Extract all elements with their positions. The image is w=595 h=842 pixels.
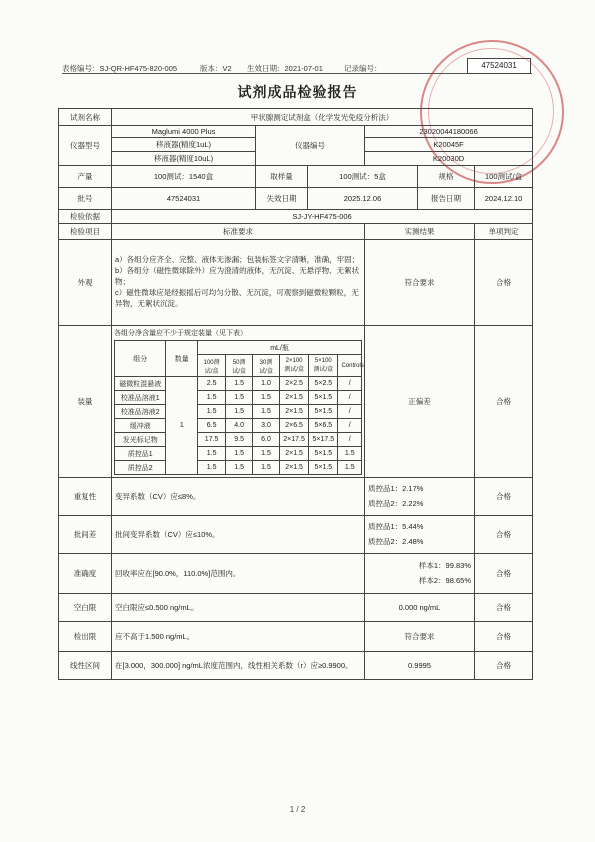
result-interbatch	[365, 516, 475, 554]
fill-head-5x100: 5×100测试/盒	[309, 355, 338, 377]
instrument-label: 仪器型号	[59, 126, 112, 166]
standard-linearity: 在[3.000，300.000] ng/mL浓度范围内，线性相关系数（r）应≥0.9900。	[112, 652, 365, 680]
fill-volume-standard	[112, 326, 365, 478]
standard-interbatch: 批间变异系数（CV）应≤10%。	[112, 516, 365, 554]
fill-caption: 各组分净含量应不少于规定装量（见下表）	[114, 330, 247, 337]
conclusion-interbatch: 合格	[475, 516, 533, 554]
result-fill-volume: 正偏差	[365, 326, 475, 478]
page-number: 1 / 2	[289, 805, 306, 814]
sample-label: 取样量	[256, 166, 308, 188]
fill-col-component: 组分	[115, 341, 166, 377]
fill-cell: 3.0	[253, 419, 280, 433]
component-name: 质控品2	[115, 461, 166, 475]
col-conclusion: 单项判定	[475, 224, 533, 240]
item-appearance: 外观	[59, 240, 112, 326]
component-name: 校准品溶液2	[115, 405, 166, 419]
standard-repeatability: 变异系数（CV）应≤8%。	[112, 478, 365, 516]
fill-cell: 1.5	[198, 447, 226, 461]
col-standard: 标准要求	[112, 224, 365, 240]
fill-cell: 1.5	[253, 405, 280, 419]
fill-cell: 2.5	[198, 377, 226, 391]
fill-cell: 9.5	[226, 433, 253, 447]
result-appearance: 符合要求	[365, 240, 475, 326]
standard-detection-limit: 应不高于1.500 ng/mL。	[112, 622, 365, 652]
standard-accuracy: 回收率应在[90.0%，110.0%]范围内。	[112, 554, 365, 594]
fill-cell: 1.5	[226, 405, 253, 419]
component-name: 发光标记物	[115, 433, 166, 447]
result-repeatability-2: 质控品2：2.22%	[368, 498, 424, 508]
fill-cell: 1.5	[253, 461, 280, 475]
fill-row	[115, 377, 362, 391]
fill-cell: 1.5	[226, 391, 253, 405]
fill-cell: 5×1.5	[309, 391, 338, 405]
fill-cell: 5×1.5	[309, 405, 338, 419]
conclusion-blank-limit: 合格	[475, 594, 533, 622]
fill-row	[115, 419, 362, 433]
batch-label: 批号	[59, 188, 112, 210]
item-repeatability: 重复性	[59, 478, 112, 516]
record-number: 47524031	[467, 58, 531, 74]
instrument-number-label: 仪器编号	[256, 126, 365, 166]
fill-head-2x100: 2×100测试/盒	[279, 355, 308, 377]
expiry-value: 2025.12.06	[308, 188, 418, 210]
fill-volume-table	[114, 340, 362, 475]
component-name: 校准品溶液1	[115, 391, 166, 405]
fill-cell: /	[338, 377, 362, 391]
result-accuracy	[365, 554, 475, 594]
conclusion-repeatability: 合格	[475, 478, 533, 516]
reagent-name: 甲状腺测定试剂盒（化学发光免疫分析法）	[112, 109, 533, 126]
instrument-no-2: K20045F	[365, 138, 533, 152]
batch-value: 47524031	[112, 188, 256, 210]
component-name: 磁微粒混悬液	[115, 377, 166, 391]
fill-cell: 6.5	[198, 419, 226, 433]
fill-count: 1	[166, 377, 198, 475]
result-repeatability-1: 质控品1：2.17%	[368, 484, 424, 494]
fill-cell: 1.5	[226, 377, 253, 391]
component-name: 缓冲液	[115, 419, 166, 433]
conclusion-fill-volume: 合格	[475, 326, 533, 478]
effective-date: 生效日期：2021-07-01	[247, 64, 323, 73]
standard-appearance: a）各组分应齐全、完整、液体无渗漏；包装标签文字清晰，准确，牢固； b）各组分（磁性微球除外）应为澄清的液体，无沉淀、无悬浮物、无絮状物； c）磁性微球应是经振摇后可均匀分散、无沉淀，可观察到磁微粒颗粒，无异物，无絮状沉淀。	[112, 240, 365, 326]
item-detection-limit: 检出限	[59, 622, 112, 652]
fill-row	[115, 433, 362, 447]
fill-cell: /	[338, 391, 362, 405]
expiry-label: 失效日期	[256, 188, 308, 210]
instrument-2: 移液器(精度1uL)	[112, 138, 256, 152]
col-result: 实测结果	[365, 224, 475, 240]
fill-cell: /	[338, 433, 362, 447]
result-repeatability	[365, 478, 475, 516]
basis-label: 检验依据	[59, 210, 112, 224]
instrument-no-1: 23020044180066	[365, 126, 533, 138]
fill-cell: 2×1.5	[279, 447, 308, 461]
fill-row	[115, 405, 362, 419]
fill-cell: 5×6.5	[309, 419, 338, 433]
instrument-3: 移液器(精度10uL)	[112, 152, 256, 166]
fill-cell: 1.0	[253, 377, 280, 391]
fill-cell: 5×1.5	[309, 461, 338, 475]
version: 版本：V2	[200, 64, 232, 73]
fill-head-30: 30测试/盒	[253, 355, 280, 377]
fill-head-100: 100测试/盒	[198, 355, 226, 377]
fill-cell: 1.5	[198, 391, 226, 405]
fill-cell: /	[338, 419, 362, 433]
output-label: 产量	[59, 166, 112, 188]
result-accuracy-1: 样本1：99.83%	[418, 561, 471, 571]
fill-cell: 2×17.5	[279, 433, 308, 447]
fill-cell: 2×1.5	[279, 391, 308, 405]
fill-row	[115, 447, 362, 461]
fill-cell: /	[338, 405, 362, 419]
item-interbatch: 批间差	[59, 516, 112, 554]
fill-cell: 1.5	[198, 405, 226, 419]
report-date-value: 2024.12.10	[475, 188, 533, 210]
page-title: 试剂成品检验报告	[237, 84, 358, 100]
result-detection-limit: 符合要求	[365, 622, 475, 652]
spec-value: 100测试/盒	[475, 166, 533, 188]
fill-head-controls: Controls	[338, 355, 362, 377]
fill-cell: 1.5	[253, 391, 280, 405]
form-number: 表格编号：SJ-QR-HF475-820-005	[62, 64, 178, 73]
item-accuracy: 准确度	[59, 554, 112, 594]
item-blank-limit: 空白限	[59, 594, 112, 622]
result-blank-limit: 0.000 ng/mL	[365, 594, 475, 622]
report-date-label: 报告日期	[418, 188, 475, 210]
col-item: 检验项目	[59, 224, 112, 240]
fill-cell: 1.5	[338, 447, 362, 461]
fill-cell: 2×6.5	[279, 419, 308, 433]
fill-cell: 5×2.5	[309, 377, 338, 391]
instrument-1: Maglumi 4000 Plus	[112, 126, 256, 138]
fill-cell: 1.5	[226, 461, 253, 475]
spec-label: 规格	[418, 166, 475, 188]
fill-cell: 2×1.5	[279, 461, 308, 475]
fill-unit: mL/瓶	[198, 341, 362, 355]
item-linearity: 线性区间	[59, 652, 112, 680]
fill-cell: 4.0	[226, 419, 253, 433]
standard-blank-limit: 空白限应≤0.500 ng/mL。	[112, 594, 365, 622]
fill-cell: 1.5	[338, 461, 362, 475]
conclusion-appearance: 合格	[475, 240, 533, 326]
fill-cell: 5×17.5	[309, 433, 338, 447]
reagent-name-label: 试剂名称	[59, 109, 112, 126]
fill-cell: 1.5	[198, 461, 226, 475]
conclusion-detection-limit: 合格	[475, 622, 533, 652]
fill-row	[115, 461, 362, 475]
fill-cell: 1.5	[226, 447, 253, 461]
fill-cell: 2×2.5	[279, 377, 308, 391]
result-interbatch-2: 质控品2：2.48%	[368, 536, 424, 546]
basis-value: SJ-JY-HF475-006	[112, 210, 533, 224]
fill-row	[115, 391, 362, 405]
fill-cell: 1.5	[253, 447, 280, 461]
component-name: 质控品1	[115, 447, 166, 461]
fill-cell: 2×1.5	[279, 405, 308, 419]
result-accuracy-2: 样本2：98.65%	[418, 575, 471, 585]
conclusion-accuracy: 合格	[475, 554, 533, 594]
fill-col-count: 数量	[166, 341, 198, 377]
result-linearity: 0.9995	[365, 652, 475, 680]
conclusion-linearity: 合格	[475, 652, 533, 680]
fill-cell: 17.5	[198, 433, 226, 447]
result-interbatch-1: 质控品1：5.44%	[368, 522, 424, 532]
instrument-no-3: K20030D	[365, 152, 533, 166]
fill-cell: 5×1.5	[309, 447, 338, 461]
item-fill-volume: 装量	[59, 326, 112, 478]
fill-cell: 6.0	[253, 433, 280, 447]
output-value: 100测试：1540盒	[112, 166, 256, 188]
record-number-label: 记录编号：	[344, 64, 382, 73]
inspection-report-table	[58, 108, 533, 680]
sample-value: 100测试：5盒	[308, 166, 418, 188]
fill-head-50: 50测试/盒	[226, 355, 253, 377]
